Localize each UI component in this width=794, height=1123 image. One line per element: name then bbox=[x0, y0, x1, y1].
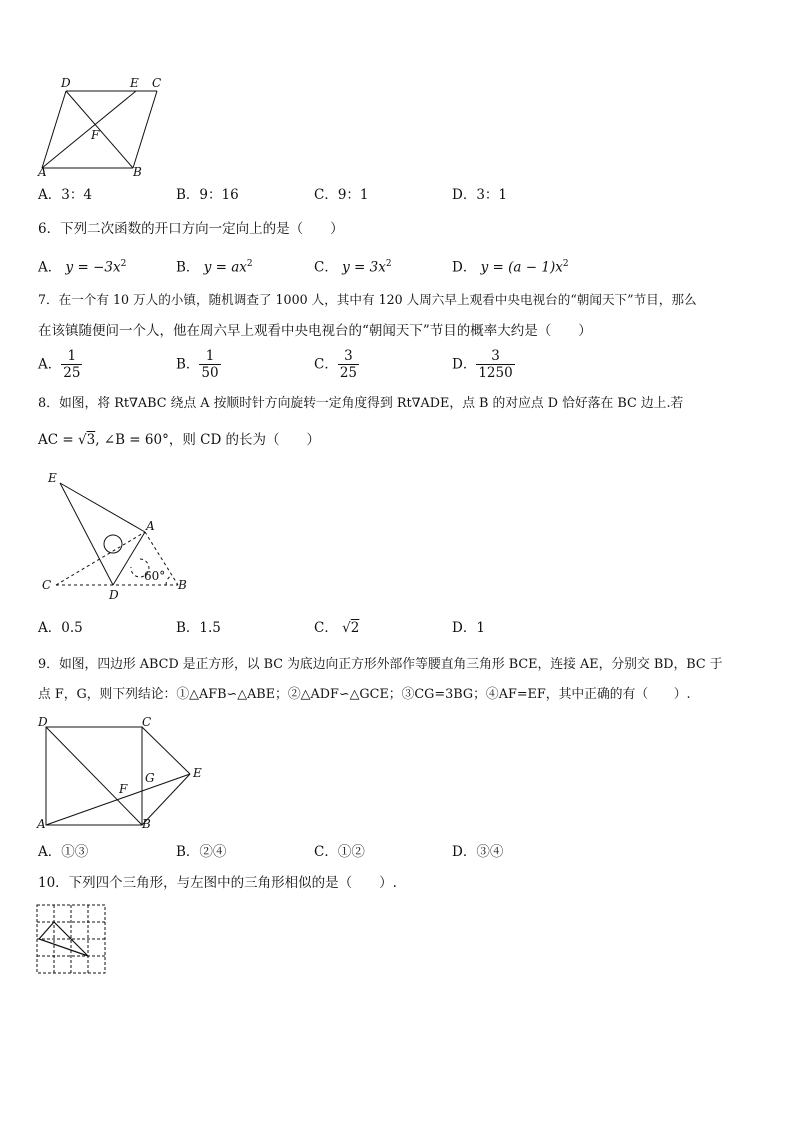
q8-stem-line1: 8．如图，将 Rt∇ABC 绕点 A 按顺时针方向旋转一定角度得到 Rt∇ADE，点 B 的对应点 D 恰好落在 BC 边上.若 bbox=[38, 396, 684, 411]
q8-option-d: D．1 bbox=[452, 620, 485, 636]
q9-label-c: C bbox=[142, 715, 152, 729]
q5-option-b: B．9：16 bbox=[176, 187, 239, 203]
q9-option-c: C．①② bbox=[314, 844, 365, 860]
q8-label-d: D bbox=[109, 588, 119, 602]
q9-label-a: A bbox=[37, 817, 46, 831]
q7-option-c: C． $\frac{3}{25}$ bbox=[314, 348, 358, 381]
q5-label-a: A bbox=[38, 165, 47, 179]
q8-label-b: B bbox=[178, 578, 187, 592]
q8-label-c: C bbox=[42, 578, 52, 592]
q5-label-f: F bbox=[91, 128, 100, 142]
q9-option-d: D．③④ bbox=[452, 844, 504, 860]
q8-rotation-figure bbox=[36, 468, 196, 608]
q7-option-a: A． $\frac{1}{25}$ bbox=[38, 348, 81, 381]
q8-label-e: E bbox=[48, 471, 57, 485]
q9-label-d: D bbox=[38, 715, 48, 729]
q9-square-figure bbox=[34, 712, 214, 832]
q6-option-c: C． $y = 3x^2$ bbox=[314, 259, 392, 276]
q6-option-d: D． $y = (a - 1)x^2$ bbox=[452, 259, 569, 276]
q9-label-g: G bbox=[145, 771, 155, 785]
q9-label-e: E bbox=[193, 766, 202, 780]
q8-stem-line2: AC = √3, ∠B = 60°，则 CD 的长为（ ） bbox=[38, 432, 321, 448]
q6-option-b: B． $y = ax^2$ bbox=[176, 259, 253, 276]
q5-option-c: C．9：1 bbox=[314, 187, 369, 203]
q5-label-e: E bbox=[130, 76, 139, 90]
q5-option-d: D．3：1 bbox=[452, 187, 508, 203]
q9-option-b: B．②④ bbox=[176, 844, 227, 860]
q8-label-a: A bbox=[146, 519, 155, 533]
q5-label-b: B bbox=[133, 165, 142, 179]
q9-stem-line1: 9．如图，四边形 ABCD 是正方形，以 BC 为底边向正方形外部作等腰直角三角形 BCE，连接 AE，分别交 BD，BC 于 bbox=[38, 657, 723, 672]
q8-option-a: A．0.5 bbox=[38, 620, 83, 636]
q5-parallelogram-figure bbox=[30, 74, 170, 184]
q5-option-a: A．3：4 bbox=[38, 187, 92, 203]
q9-stem-line2: 点 F，G，则下列结论：①△AFB∽△ABE；②△ADF∽△GCE；③CG=3BG；④AF=EF，其中正确的有（ ）. bbox=[38, 687, 691, 702]
q8-option-c: C． √2 bbox=[314, 620, 360, 636]
q6-option-a: A． $y = -3x^2$ bbox=[38, 259, 127, 276]
q7-stem-line2: 在该镇随便问一个人，他在周六早上观看中央电视台的“朝闻天下”节目的概率大约是（ ） bbox=[38, 323, 592, 339]
q5-label-d: D bbox=[61, 76, 71, 90]
q8-angle-label: 60° bbox=[144, 569, 166, 583]
q9-option-a: A．①③ bbox=[38, 844, 89, 860]
q7-option-d: D． $\frac{3}{1250}$ bbox=[452, 348, 513, 381]
q5-label-c: C bbox=[152, 76, 162, 90]
q10-stem: 10．下列四个三角形，与左图中的三角形相似的是（ ）. bbox=[38, 875, 397, 891]
q10-grid-figure bbox=[36, 904, 108, 976]
q7-stem-line1: 7．在一个有 10 万人的小镇，随机调查了 1000 人，其中有 120 人周六早上观看中央电视台的“朝闻天下”节目，那么 bbox=[38, 292, 697, 307]
q9-label-f: F bbox=[119, 782, 128, 796]
q9-label-b: B bbox=[142, 817, 151, 831]
q7-option-b: B． $\frac{1}{50}$ bbox=[176, 348, 219, 381]
q6-stem: 6．下列二次函数的开口方向一定向上的是（ ） bbox=[38, 221, 344, 237]
q8-option-b: B．1.5 bbox=[176, 620, 221, 636]
